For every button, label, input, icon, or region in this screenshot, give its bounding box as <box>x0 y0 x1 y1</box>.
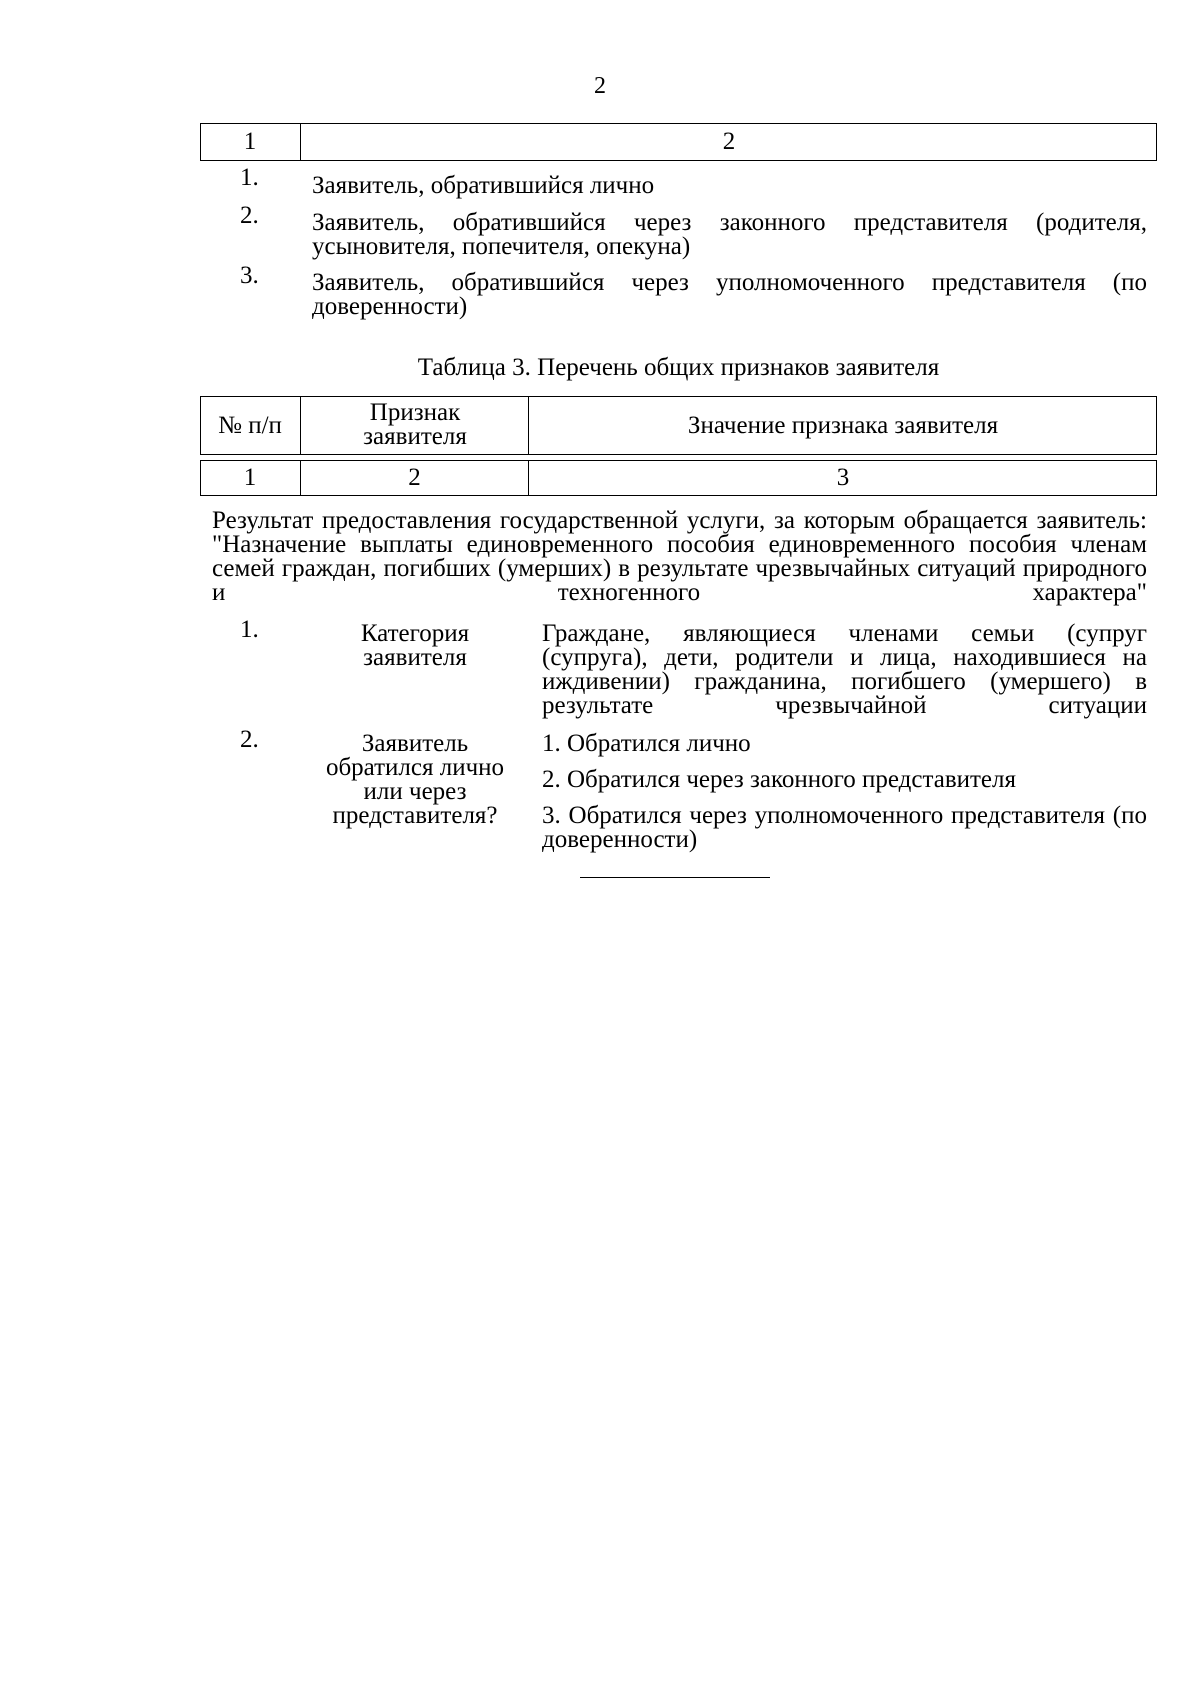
row-value: 1. Обратился лично <box>542 730 751 757</box>
header-number: № п/п <box>218 412 282 439</box>
row-number: 3. <box>240 262 259 289</box>
row-text: Заявитель, обратившийся через законного представителя (родителя, усыновителя, попечителя, опекуна) <box>312 209 1147 260</box>
page-number: 2 <box>594 73 606 99</box>
row-feature: Категория заявителя <box>360 620 470 671</box>
row-feature: Заявитель обратился лично или через представителя? <box>325 730 505 829</box>
column-number-1: 1 <box>243 464 257 491</box>
row-number: 2. <box>240 202 259 229</box>
column-number-2: 2 <box>408 464 421 491</box>
row-number: 1. <box>240 164 259 191</box>
column-number-1: 1 <box>243 128 257 155</box>
header-feature: Признак заявителя <box>363 399 467 450</box>
row-value: 3. Обратился через уполномоченного представителя (по доверенности) <box>542 802 1147 853</box>
table-header-divider <box>300 396 301 455</box>
row-text: Заявитель, обратившийся через уполномоченного представителя (по доверенности) <box>312 269 1147 320</box>
row-number: 2. <box>240 726 259 753</box>
service-result-text: Результат предоставления государственной услуги, за которым обращается заявитель: "Назначение выплаты единовременного пособия единовременного пособия членам семей граждан, погибших (умерших) в результате чрезвычайных ситуаций природного и техногенного характера" <box>212 507 1147 606</box>
row-value: 2. Обратился через законного представителя <box>542 766 1016 793</box>
column-number-3: 3 <box>836 464 850 491</box>
row-text: Заявитель, обратившийся лично <box>312 172 655 199</box>
column-number-2: 2 <box>722 128 736 155</box>
row-number: 1. <box>240 616 259 643</box>
table-caption: Таблица 3. Перечень общих признаков заявителя <box>417 354 940 381</box>
row-value: Граждане, являющиеся членами семьи (супруг (супруга), дети, родители и лица, находившиеся на иждивении) гражданина, погибшего (умершего) в результате чрезвычайной ситуации <box>542 620 1147 719</box>
header-value: Значение признака заявителя <box>687 412 999 439</box>
end-separator-line <box>580 877 770 878</box>
